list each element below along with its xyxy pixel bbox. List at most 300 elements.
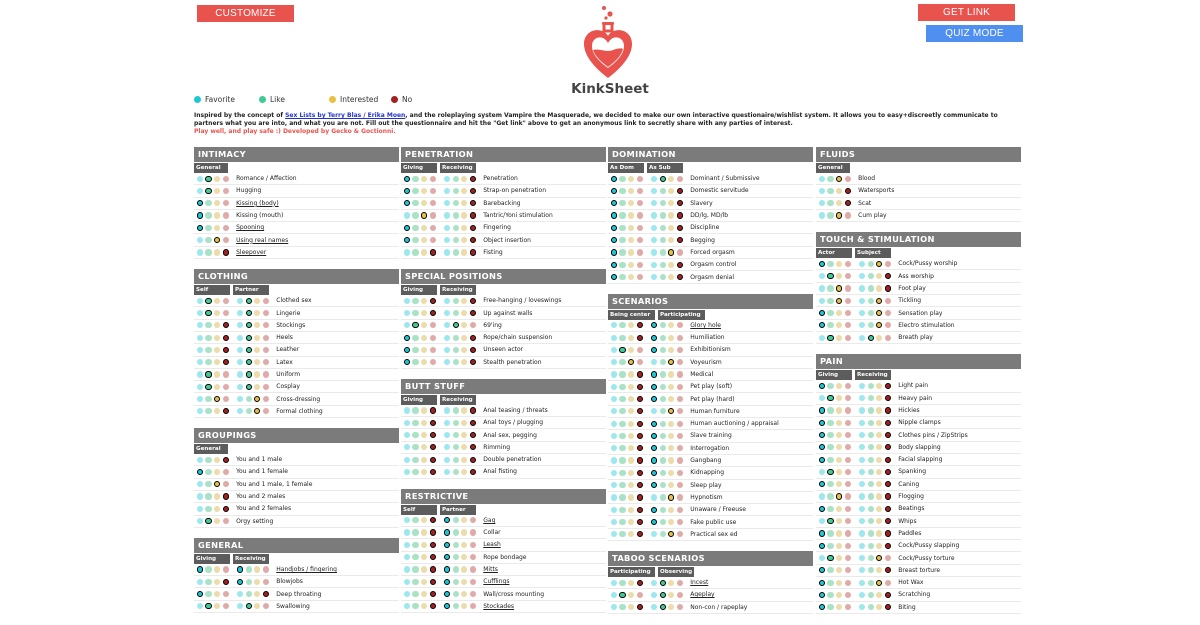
choice-interested-radio[interactable] [421, 347, 427, 353]
choice-favorite-radio[interactable] [859, 310, 865, 316]
choice-favorite-radio[interactable] [859, 420, 865, 426]
choice-like-radio[interactable] [660, 507, 666, 513]
choice-like-radio[interactable] [205, 347, 211, 353]
choice-like-radio[interactable] [660, 176, 666, 182]
choice-interested-radio[interactable] [836, 481, 842, 487]
choice-like-radio[interactable] [868, 420, 874, 426]
choice-favorite-radio[interactable] [197, 566, 203, 572]
choice-favorite-radio[interactable] [651, 421, 657, 427]
choice-interested-radio[interactable] [214, 335, 220, 341]
choice-interested-radio[interactable] [254, 359, 260, 365]
choice-no-radio[interactable] [223, 347, 229, 353]
choice-favorite-radio[interactable] [237, 359, 243, 365]
choice-like-radio[interactable] [205, 188, 211, 194]
choice-interested-radio[interactable] [668, 494, 674, 500]
choice-like-radio[interactable] [412, 420, 418, 426]
choice-like-radio[interactable] [453, 517, 459, 523]
choice-no-radio[interactable] [263, 408, 269, 414]
choice-interested-radio[interactable] [876, 518, 882, 524]
choice-like-radio[interactable] [412, 591, 418, 597]
choice-no-radio[interactable] [430, 432, 436, 438]
choice-no-radio[interactable] [885, 506, 891, 512]
choice-no-radio[interactable] [430, 298, 436, 304]
choice-favorite-radio[interactable] [237, 603, 243, 609]
choice-interested-radio[interactable] [421, 407, 427, 413]
choice-favorite-radio[interactable] [819, 543, 825, 549]
choice-interested-radio[interactable] [836, 543, 842, 549]
choice-no-radio[interactable] [845, 420, 851, 426]
choice-interested-radio[interactable] [461, 554, 467, 560]
choice-favorite-radio[interactable] [197, 603, 203, 609]
choice-like-radio[interactable] [827, 469, 833, 475]
choice-no-radio[interactable] [637, 482, 643, 488]
choice-favorite-radio[interactable] [651, 200, 657, 206]
choice-no-radio[interactable] [470, 298, 476, 304]
choice-like-radio[interactable] [619, 470, 625, 476]
choice-like-radio[interactable] [412, 554, 418, 560]
choice-no-radio[interactable] [430, 176, 436, 182]
choice-favorite-radio[interactable] [404, 176, 410, 182]
choice-no-radio[interactable] [430, 420, 436, 426]
choice-no-radio[interactable] [677, 237, 683, 243]
choice-like-radio[interactable] [412, 298, 418, 304]
choice-interested-radio[interactable] [668, 519, 674, 525]
choice-favorite-radio[interactable] [859, 395, 865, 401]
choice-no-radio[interactable] [637, 421, 643, 427]
choice-like-radio[interactable] [660, 225, 666, 231]
choice-interested-radio[interactable] [628, 494, 634, 500]
choice-interested-radio[interactable] [836, 493, 842, 499]
choice-like-radio[interactable] [453, 603, 459, 609]
choice-interested-radio[interactable] [254, 566, 260, 572]
choice-favorite-radio[interactable] [444, 212, 450, 218]
choice-no-radio[interactable] [263, 566, 269, 572]
choice-favorite-radio[interactable] [611, 396, 617, 402]
choice-no-radio[interactable] [637, 225, 643, 231]
choice-no-radio[interactable] [430, 517, 436, 523]
choice-interested-radio[interactable] [836, 420, 842, 426]
choice-interested-radio[interactable] [836, 188, 842, 194]
choice-favorite-radio[interactable] [859, 335, 865, 341]
choice-favorite-radio[interactable] [444, 298, 450, 304]
choice-no-radio[interactable] [263, 347, 269, 353]
choice-like-radio[interactable] [660, 592, 666, 598]
choice-like-radio[interactable] [660, 408, 666, 414]
choice-favorite-radio[interactable] [404, 591, 410, 597]
choice-favorite-radio[interactable] [651, 371, 657, 377]
choice-interested-radio[interactable] [836, 592, 842, 598]
choice-like-radio[interactable] [453, 188, 459, 194]
choice-no-radio[interactable] [430, 529, 436, 535]
choice-like-radio[interactable] [660, 531, 666, 537]
choice-like-radio[interactable] [412, 347, 418, 353]
choice-like-radio[interactable] [453, 432, 459, 438]
choice-interested-radio[interactable] [668, 274, 674, 280]
choice-interested-radio[interactable] [461, 457, 467, 463]
choice-no-radio[interactable] [677, 580, 683, 586]
choice-no-radio[interactable] [470, 310, 476, 316]
choice-favorite-radio[interactable] [444, 420, 450, 426]
choice-interested-radio[interactable] [461, 249, 467, 255]
choice-interested-radio[interactable] [254, 384, 260, 390]
choice-favorite-radio[interactable] [611, 335, 617, 341]
choice-interested-radio[interactable] [876, 285, 882, 291]
choice-interested-radio[interactable] [421, 212, 427, 218]
choice-interested-radio[interactable] [214, 347, 220, 353]
choice-favorite-radio[interactable] [444, 444, 450, 450]
choice-like-radio[interactable] [205, 408, 211, 414]
choice-no-radio[interactable] [677, 408, 683, 414]
choice-no-radio[interactable] [637, 237, 643, 243]
choice-like-radio[interactable] [205, 396, 211, 402]
choice-no-radio[interactable] [845, 335, 851, 341]
choice-favorite-radio[interactable] [197, 200, 203, 206]
choice-favorite-radio[interactable] [197, 322, 203, 328]
choice-favorite-radio[interactable] [444, 310, 450, 316]
choice-favorite-radio[interactable] [404, 322, 410, 328]
choice-interested-radio[interactable] [876, 604, 882, 610]
choice-like-radio[interactable] [246, 347, 252, 353]
choice-favorite-radio[interactable] [237, 371, 243, 377]
choice-no-radio[interactable] [677, 225, 683, 231]
choice-favorite-radio[interactable] [859, 457, 865, 463]
choice-no-radio[interactable] [677, 531, 683, 537]
choice-favorite-radio[interactable] [859, 518, 865, 524]
choice-interested-radio[interactable] [836, 310, 842, 316]
customize-button[interactable]: CUSTOMIZE [197, 5, 294, 22]
choice-like-radio[interactable] [412, 322, 418, 328]
choice-like-radio[interactable] [827, 444, 833, 450]
choice-interested-radio[interactable] [214, 212, 220, 218]
choice-like-radio[interactable] [827, 580, 833, 586]
choice-no-radio[interactable] [637, 188, 643, 194]
choice-no-radio[interactable] [223, 310, 229, 316]
choice-like-radio[interactable] [412, 225, 418, 231]
choice-like-radio[interactable] [205, 481, 211, 487]
choice-favorite-radio[interactable] [819, 481, 825, 487]
choice-interested-radio[interactable] [668, 249, 674, 255]
choice-like-radio[interactable] [619, 384, 625, 390]
choice-no-radio[interactable] [223, 176, 229, 182]
choice-favorite-radio[interactable] [404, 200, 410, 206]
choice-favorite-radio[interactable] [611, 445, 617, 451]
choice-like-radio[interactable] [827, 383, 833, 389]
choice-no-radio[interactable] [430, 310, 436, 316]
choice-no-radio[interactable] [677, 396, 683, 402]
choice-favorite-radio[interactable] [197, 469, 203, 475]
choice-favorite-radio[interactable] [404, 335, 410, 341]
choice-no-radio[interactable] [677, 359, 683, 365]
choice-no-radio[interactable] [637, 249, 643, 255]
choice-like-radio[interactable] [619, 347, 625, 353]
choice-interested-radio[interactable] [876, 567, 882, 573]
choice-favorite-radio[interactable] [819, 567, 825, 573]
choice-like-radio[interactable] [619, 421, 625, 427]
choice-interested-radio[interactable] [461, 237, 467, 243]
choice-favorite-radio[interactable] [819, 604, 825, 610]
choice-like-radio[interactable] [660, 457, 666, 463]
choice-interested-radio[interactable] [668, 580, 674, 586]
choice-interested-radio[interactable] [461, 517, 467, 523]
choice-no-radio[interactable] [845, 444, 851, 450]
choice-like-radio[interactable] [453, 457, 459, 463]
choice-interested-radio[interactable] [214, 322, 220, 328]
choice-like-radio[interactable] [412, 310, 418, 316]
choice-like-radio[interactable] [827, 407, 833, 413]
choice-like-radio[interactable] [619, 457, 625, 463]
choice-no-radio[interactable] [885, 273, 891, 279]
choice-favorite-radio[interactable] [404, 249, 410, 255]
choice-favorite-radio[interactable] [859, 567, 865, 573]
choice-like-radio[interactable] [619, 322, 625, 328]
choice-interested-radio[interactable] [421, 603, 427, 609]
choice-favorite-radio[interactable] [237, 591, 243, 597]
choice-no-radio[interactable] [637, 200, 643, 206]
choice-interested-radio[interactable] [668, 176, 674, 182]
choice-interested-radio[interactable] [421, 432, 427, 438]
choice-like-radio[interactable] [660, 200, 666, 206]
choice-favorite-radio[interactable] [404, 188, 410, 194]
choice-favorite-radio[interactable] [444, 347, 450, 353]
choice-favorite-radio[interactable] [651, 225, 657, 231]
choice-no-radio[interactable] [845, 395, 851, 401]
choice-like-radio[interactable] [868, 335, 874, 341]
choice-like-radio[interactable] [868, 543, 874, 549]
choice-no-radio[interactable] [677, 445, 683, 451]
choice-no-radio[interactable] [677, 274, 683, 280]
choice-favorite-radio[interactable] [819, 420, 825, 426]
choice-like-radio[interactable] [660, 433, 666, 439]
choice-favorite-radio[interactable] [819, 335, 825, 341]
choice-like-radio[interactable] [619, 188, 625, 194]
choice-favorite-radio[interactable] [859, 285, 865, 291]
choice-like-radio[interactable] [827, 298, 833, 304]
choice-like-radio[interactable] [453, 566, 459, 572]
choice-no-radio[interactable] [470, 469, 476, 475]
choice-no-radio[interactable] [845, 212, 851, 218]
choice-interested-radio[interactable] [876, 444, 882, 450]
choice-interested-radio[interactable] [214, 469, 220, 475]
choice-no-radio[interactable] [637, 445, 643, 451]
choice-like-radio[interactable] [619, 408, 625, 414]
choice-favorite-radio[interactable] [611, 470, 617, 476]
choice-favorite-radio[interactable] [819, 530, 825, 536]
choice-like-radio[interactable] [246, 310, 252, 316]
choice-favorite-radio[interactable] [444, 554, 450, 560]
choice-no-radio[interactable] [845, 493, 851, 499]
choice-interested-radio[interactable] [421, 457, 427, 463]
choice-interested-radio[interactable] [421, 420, 427, 426]
choice-like-radio[interactable] [412, 469, 418, 475]
choice-like-radio[interactable] [205, 212, 211, 218]
choice-interested-radio[interactable] [214, 237, 220, 243]
choice-like-radio[interactable] [453, 579, 459, 585]
choice-favorite-radio[interactable] [444, 457, 450, 463]
choice-like-radio[interactable] [660, 482, 666, 488]
choice-interested-radio[interactable] [876, 493, 882, 499]
choice-favorite-radio[interactable] [819, 310, 825, 316]
choice-like-radio[interactable] [868, 261, 874, 267]
choice-no-radio[interactable] [845, 188, 851, 194]
choice-no-radio[interactable] [845, 383, 851, 389]
choice-favorite-radio[interactable] [611, 274, 617, 280]
choice-interested-radio[interactable] [628, 531, 634, 537]
choice-interested-radio[interactable] [876, 298, 882, 304]
choice-interested-radio[interactable] [214, 310, 220, 316]
choice-no-radio[interactable] [845, 285, 851, 291]
choice-favorite-radio[interactable] [404, 457, 410, 463]
choice-favorite-radio[interactable] [819, 506, 825, 512]
choice-interested-radio[interactable] [668, 457, 674, 463]
choice-no-radio[interactable] [885, 604, 891, 610]
choice-like-radio[interactable] [453, 249, 459, 255]
choice-interested-radio[interactable] [461, 591, 467, 597]
choice-interested-radio[interactable] [214, 384, 220, 390]
choice-like-radio[interactable] [205, 225, 211, 231]
choice-like-radio[interactable] [827, 395, 833, 401]
choice-no-radio[interactable] [637, 433, 643, 439]
choice-interested-radio[interactable] [628, 580, 634, 586]
choice-no-radio[interactable] [223, 212, 229, 218]
choice-interested-radio[interactable] [836, 604, 842, 610]
choice-no-radio[interactable] [430, 579, 436, 585]
choice-interested-radio[interactable] [836, 261, 842, 267]
choice-interested-radio[interactable] [836, 555, 842, 561]
choice-interested-radio[interactable] [214, 249, 220, 255]
choice-like-radio[interactable] [412, 188, 418, 194]
choice-interested-radio[interactable] [421, 469, 427, 475]
choice-favorite-radio[interactable] [197, 493, 203, 499]
choice-favorite-radio[interactable] [611, 176, 617, 182]
choice-like-radio[interactable] [868, 298, 874, 304]
choice-no-radio[interactable] [430, 469, 436, 475]
choice-no-radio[interactable] [223, 396, 229, 402]
choice-favorite-radio[interactable] [444, 407, 450, 413]
choice-no-radio[interactable] [430, 457, 436, 463]
choice-favorite-radio[interactable] [404, 347, 410, 353]
choice-like-radio[interactable] [868, 555, 874, 561]
choice-like-radio[interactable] [412, 457, 418, 463]
choice-interested-radio[interactable] [836, 457, 842, 463]
choice-favorite-radio[interactable] [197, 347, 203, 353]
choice-no-radio[interactable] [845, 543, 851, 549]
choice-favorite-radio[interactable] [611, 604, 617, 610]
choice-interested-radio[interactable] [254, 603, 260, 609]
choice-favorite-radio[interactable] [611, 249, 617, 255]
choice-interested-radio[interactable] [254, 371, 260, 377]
choice-favorite-radio[interactable] [651, 274, 657, 280]
choice-like-radio[interactable] [660, 322, 666, 328]
choice-interested-radio[interactable] [876, 420, 882, 426]
choice-favorite-radio[interactable] [197, 176, 203, 182]
choice-like-radio[interactable] [827, 543, 833, 549]
choice-favorite-radio[interactable] [404, 310, 410, 316]
choice-like-radio[interactable] [660, 470, 666, 476]
choice-like-radio[interactable] [619, 249, 625, 255]
choice-like-radio[interactable] [453, 554, 459, 560]
choice-no-radio[interactable] [430, 335, 436, 341]
choice-interested-radio[interactable] [628, 200, 634, 206]
choice-like-radio[interactable] [453, 335, 459, 341]
choice-interested-radio[interactable] [421, 322, 427, 328]
choice-no-radio[interactable] [223, 359, 229, 365]
choice-no-radio[interactable] [885, 543, 891, 549]
choice-like-radio[interactable] [660, 249, 666, 255]
choice-interested-radio[interactable] [214, 225, 220, 231]
choice-interested-radio[interactable] [214, 591, 220, 597]
choice-like-radio[interactable] [868, 518, 874, 524]
choice-no-radio[interactable] [470, 420, 476, 426]
choice-interested-radio[interactable] [628, 225, 634, 231]
choice-favorite-radio[interactable] [444, 200, 450, 206]
choice-no-radio[interactable] [470, 542, 476, 548]
choice-interested-radio[interactable] [628, 470, 634, 476]
choice-interested-radio[interactable] [836, 407, 842, 413]
choice-favorite-radio[interactable] [611, 494, 617, 500]
choice-like-radio[interactable] [205, 359, 211, 365]
choice-interested-radio[interactable] [628, 359, 634, 365]
choice-interested-radio[interactable] [421, 176, 427, 182]
choice-like-radio[interactable] [412, 603, 418, 609]
choice-no-radio[interactable] [845, 176, 851, 182]
choice-interested-radio[interactable] [461, 469, 467, 475]
choice-no-radio[interactable] [223, 481, 229, 487]
choice-like-radio[interactable] [827, 432, 833, 438]
choice-interested-radio[interactable] [254, 347, 260, 353]
choice-favorite-radio[interactable] [611, 519, 617, 525]
choice-interested-radio[interactable] [876, 407, 882, 413]
choice-like-radio[interactable] [868, 444, 874, 450]
choice-favorite-radio[interactable] [651, 212, 657, 218]
choice-like-radio[interactable] [619, 359, 625, 365]
choice-favorite-radio[interactable] [197, 225, 203, 231]
choice-interested-radio[interactable] [836, 335, 842, 341]
choice-no-radio[interactable] [885, 567, 891, 573]
choice-no-radio[interactable] [637, 457, 643, 463]
choice-interested-radio[interactable] [876, 335, 882, 341]
choice-like-radio[interactable] [827, 567, 833, 573]
choice-interested-radio[interactable] [668, 322, 674, 328]
choice-favorite-radio[interactable] [237, 310, 243, 316]
choice-no-radio[interactable] [470, 200, 476, 206]
choice-like-radio[interactable] [868, 285, 874, 291]
choice-no-radio[interactable] [885, 310, 891, 316]
choice-interested-radio[interactable] [421, 566, 427, 572]
choice-favorite-radio[interactable] [819, 457, 825, 463]
choice-no-radio[interactable] [223, 408, 229, 414]
choice-interested-radio[interactable] [214, 176, 220, 182]
choice-interested-radio[interactable] [628, 482, 634, 488]
choice-favorite-radio[interactable] [859, 543, 865, 549]
choice-no-radio[interactable] [885, 469, 891, 475]
choice-no-radio[interactable] [677, 212, 683, 218]
choice-like-radio[interactable] [205, 249, 211, 255]
choice-no-radio[interactable] [885, 432, 891, 438]
choice-favorite-radio[interactable] [859, 580, 865, 586]
choice-like-radio[interactable] [660, 604, 666, 610]
choice-no-radio[interactable] [223, 200, 229, 206]
choice-like-radio[interactable] [660, 347, 666, 353]
choice-favorite-radio[interactable] [819, 518, 825, 524]
choice-no-radio[interactable] [223, 335, 229, 341]
choice-interested-radio[interactable] [214, 579, 220, 585]
choice-no-radio[interactable] [885, 395, 891, 401]
choice-no-radio[interactable] [677, 592, 683, 598]
choice-interested-radio[interactable] [876, 273, 882, 279]
choice-interested-radio[interactable] [628, 237, 634, 243]
choice-like-radio[interactable] [660, 262, 666, 268]
choice-interested-radio[interactable] [214, 603, 220, 609]
